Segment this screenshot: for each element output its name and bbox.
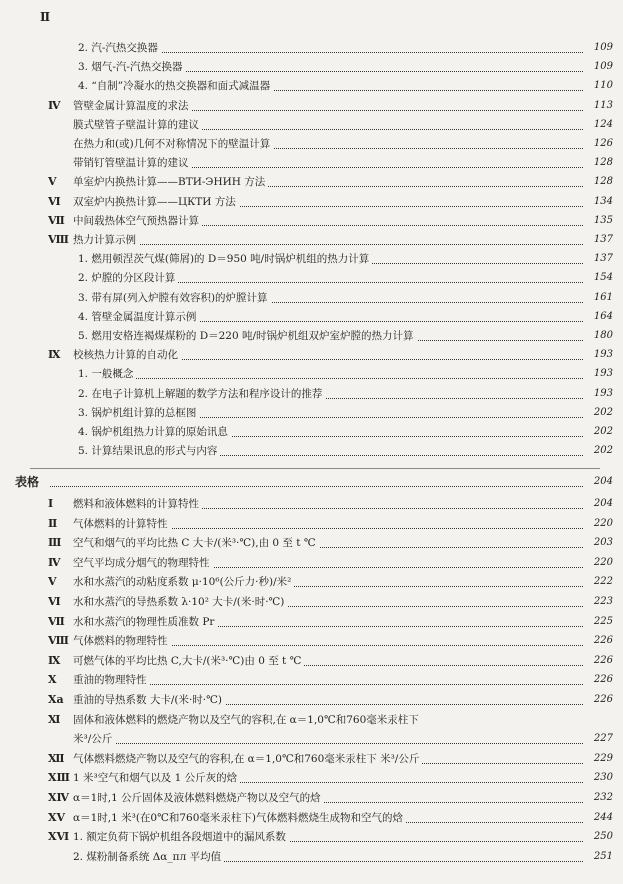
toc-title: 3. 烟气-汽-汽热交换器 <box>78 59 185 75</box>
toc-page: 126 <box>593 138 613 149</box>
table-title: 1. 额定负荷下锅炉机组各段烟道中的漏风系数 <box>73 829 289 845</box>
toc-title: 带销钉管壁温计算的建议 <box>73 155 192 171</box>
toc-row <box>0 59 623 75</box>
table-number: Ⅻ <box>48 751 65 765</box>
table-row <box>0 594 623 610</box>
toc-page: 128 <box>593 176 613 188</box>
table-row <box>0 712 623 728</box>
toc-page: 193 <box>593 387 613 399</box>
toc-row <box>0 443 623 459</box>
toc-title: 校核热力计算的自动化 <box>73 347 181 363</box>
toc-row <box>0 136 623 152</box>
toc-page: 193 <box>593 368 613 380</box>
toc-row <box>0 366 623 382</box>
table-page: 222 <box>593 576 613 588</box>
tables-page: 204 <box>593 476 613 487</box>
toc-page: 109 <box>593 61 613 73</box>
toc-page: 202 <box>593 426 613 437</box>
table-number: XⅥ <box>48 830 70 844</box>
table-title: α＝1时,1 公斤固体及液体燃料燃烧产物以及空气的焓 <box>73 790 324 806</box>
toc-page: 180 <box>593 330 613 341</box>
table-number: Ⅱ <box>48 516 58 530</box>
table-page: 226 <box>593 654 613 666</box>
toc-number: Ⅸ <box>48 348 61 362</box>
toc-row <box>0 270 623 286</box>
table-number: Ⅹa <box>48 693 64 706</box>
toc-row <box>0 309 623 325</box>
toc-title: 在热力和(或)几何不对称情况下的壁温计算 <box>73 136 273 152</box>
toc-number: Ⅴ <box>48 175 57 189</box>
table-row <box>0 810 623 826</box>
table-title: 空气平均成分烟气的物理特性 <box>73 555 213 571</box>
toc-title: 2. 汽-汽热交换器 <box>78 40 161 56</box>
table-row <box>0 692 623 708</box>
toc-title: 2. 炉膛的分区段计算 <box>78 270 178 286</box>
table-page: 251 <box>593 850 613 862</box>
toc-page: 193 <box>593 349 613 361</box>
table-title: 水和水蒸汽的物理性质准数 Pr <box>73 614 217 630</box>
table-page: 203 <box>593 537 613 549</box>
divider <box>30 468 600 469</box>
table-title: 重油的导热系数 大卡/(米·时·℃) <box>73 692 225 708</box>
table-number: Ⅸ <box>48 653 61 667</box>
toc-title: 2. 在电子计算机上解题的数学方法和程序设计的推荐 <box>78 386 325 402</box>
table-page: 223 <box>593 596 613 607</box>
dot-leader <box>50 470 583 487</box>
toc-number: Ⅳ <box>48 98 61 112</box>
toc-title: 中间载热体空气预热器计算 <box>73 213 202 229</box>
table-title: 气体燃料燃烧产物以及空气的容积,在 α＝1,0℃和760毫米汞柱下 米³/公斤 <box>73 751 422 767</box>
table-number: XⅤ <box>48 810 66 824</box>
toc-row <box>0 290 623 306</box>
table-title: 气体燃料的计算特性 <box>73 516 171 532</box>
table-page: 227 <box>593 733 613 745</box>
table-row <box>0 574 623 590</box>
table-number: Ⅰ <box>48 497 54 510</box>
table-title: 气体燃料的物理特性 <box>73 633 171 649</box>
toc-row <box>0 251 623 267</box>
toc-page: 154 <box>593 272 613 284</box>
table-row <box>0 614 623 630</box>
toc-page: 124 <box>593 118 613 130</box>
toc-row <box>0 232 623 248</box>
toc-row <box>0 405 623 421</box>
dot-leader <box>73 727 583 744</box>
table-number: Ⅲ <box>48 536 62 550</box>
table-number: XⅣ <box>48 791 70 804</box>
toc-row <box>0 194 623 210</box>
toc-page: 137 <box>593 234 613 245</box>
table-page: 244 <box>593 811 613 823</box>
toc-page: 110 <box>593 80 613 92</box>
table-title: 2. 煤粉制备系统 Δα_пл 平均值 <box>73 849 224 865</box>
toc-title: 4. 管壁金属温度计算示例 <box>78 309 199 325</box>
table-page: 226 <box>593 694 613 705</box>
table-row <box>0 555 623 571</box>
table-page: 230 <box>593 772 613 784</box>
toc-title: 膜式壁管子壁温计算的建议 <box>73 117 202 133</box>
table-title: 米³/公斤 <box>73 731 115 747</box>
table-row <box>0 790 623 806</box>
table-row <box>0 496 623 512</box>
toc-title: 热力计算示例 <box>73 232 139 248</box>
table-row <box>0 672 623 688</box>
table-page: 226 <box>593 635 613 647</box>
table-page: 232 <box>593 792 613 803</box>
toc-number: Ⅶ <box>48 213 65 227</box>
table-row <box>0 849 623 865</box>
dot-leader <box>78 362 583 379</box>
toc-row <box>0 174 623 190</box>
toc-title: 3. 锅炉机组计算的总框图 <box>78 405 199 421</box>
table-title: 燃料和液体燃料的计算特性 <box>73 496 202 512</box>
table-number: Ⅺ <box>48 712 61 726</box>
toc-number: Ⅵ <box>48 194 61 208</box>
table-row <box>0 731 623 747</box>
table-row <box>0 633 623 649</box>
table-row <box>0 653 623 669</box>
table-page: 225 <box>593 615 613 627</box>
toc-page: 161 <box>593 291 613 303</box>
toc-title: 5. 计算结果讯息的形式与内容 <box>78 443 220 459</box>
table-page: 220 <box>593 517 613 529</box>
table-title: 水和水蒸汽的动粘度系数 μ·10⁶(公斤力·秒)/米² <box>73 574 294 590</box>
table-row <box>0 770 623 786</box>
toc-row <box>0 117 623 133</box>
tables-heading: 表格 <box>15 475 40 489</box>
toc-row <box>0 386 623 402</box>
toc-page: 128 <box>593 157 613 169</box>
toc-page: 164 <box>593 310 613 322</box>
toc-row <box>0 328 623 344</box>
toc-row <box>0 40 623 56</box>
table-title: α＝1时,1 米³(在0℃和760毫米汞柱下)气体燃料燃烧生成物和空气的焓 <box>73 810 406 826</box>
table-number: Ⅵ <box>48 595 61 608</box>
table-number: Ⅹ <box>48 673 57 687</box>
toc-row <box>0 213 623 229</box>
table-row <box>0 535 623 551</box>
toc-title: 单室炉内换热计算——ВТИ-ЭНИН 方法 <box>73 174 268 190</box>
toc-page: 134 <box>593 195 613 207</box>
toc-page: 137 <box>593 253 613 265</box>
toc-number: Ⅷ <box>48 233 69 246</box>
toc-page: 202 <box>593 445 613 457</box>
table-page: 250 <box>593 831 613 843</box>
toc-page: 109 <box>593 42 613 53</box>
table-number: Ⅳ <box>48 555 61 569</box>
table-number: Ⅴ <box>48 575 57 589</box>
table-row <box>0 516 623 532</box>
table-page: 204 <box>593 498 613 509</box>
table-row <box>0 829 623 845</box>
table-title: 固体和液体燃料的燃烧产物以及空气的容积,在 α＝1,0℃和760毫米汞柱下 <box>73 712 422 728</box>
table-page: 220 <box>593 556 613 568</box>
table-title: 可燃气体的平均比热 C,大卡/(米³·℃)由 0 至 t ℃ <box>73 653 304 669</box>
toc-page: 135 <box>593 214 613 226</box>
table-page: 229 <box>593 752 613 764</box>
toc-title: 1. 一般概念 <box>78 366 136 382</box>
toc-page: 113 <box>593 99 613 111</box>
toc-row <box>0 424 623 440</box>
table-number: Ⅷ <box>48 634 69 648</box>
tables-heading-row <box>0 474 623 490</box>
table-page: 226 <box>593 674 613 686</box>
top-mark: Ⅱ <box>40 10 51 24</box>
table-title: 重油的物理特性 <box>73 672 150 688</box>
toc-title: 4. “自制”冷凝水的热交换器和面式减温器 <box>78 78 273 94</box>
toc-row <box>0 98 623 114</box>
table-number: XⅢ <box>48 771 70 785</box>
table-title: 水和水蒸汽的导热系数 λ·10² 大卡/(米·时·℃) <box>73 594 287 610</box>
dot-leader <box>73 228 583 245</box>
table-title: 1 米³空气和烟气以及 1 公斤灰的焓 <box>73 770 240 786</box>
toc-title: 双室炉内换热计算——ЦКТИ 方法 <box>73 194 239 210</box>
toc-row <box>0 155 623 171</box>
toc-page: 202 <box>593 406 613 418</box>
dot-leader <box>73 668 583 685</box>
toc-row <box>0 347 623 363</box>
table-title: 空气和烟气的平均比热 C 大卡/(米³·℃),由 0 至 t ℃ <box>73 535 319 551</box>
toc-title: 管壁金属计算温度的求法 <box>73 98 192 114</box>
toc-title: 5. 燃用安格连褐煤煤粉的 D＝220 吨/时锅炉机组双炉室炉膛的热力计算 <box>78 328 417 344</box>
toc-title: 4. 锅炉机组热力计算的原始讯息 <box>78 424 231 440</box>
toc-title: 1. 燃用顿涅茨气煤(筛屑)的 D＝950 吨/时锅炉机组的热力计算 <box>78 251 372 267</box>
toc-row <box>0 78 623 94</box>
table-number: Ⅶ <box>48 614 65 628</box>
toc-title: 3. 带有屏(列入炉膛有效容积)的炉膛计算 <box>78 290 271 306</box>
table-row <box>0 751 623 767</box>
